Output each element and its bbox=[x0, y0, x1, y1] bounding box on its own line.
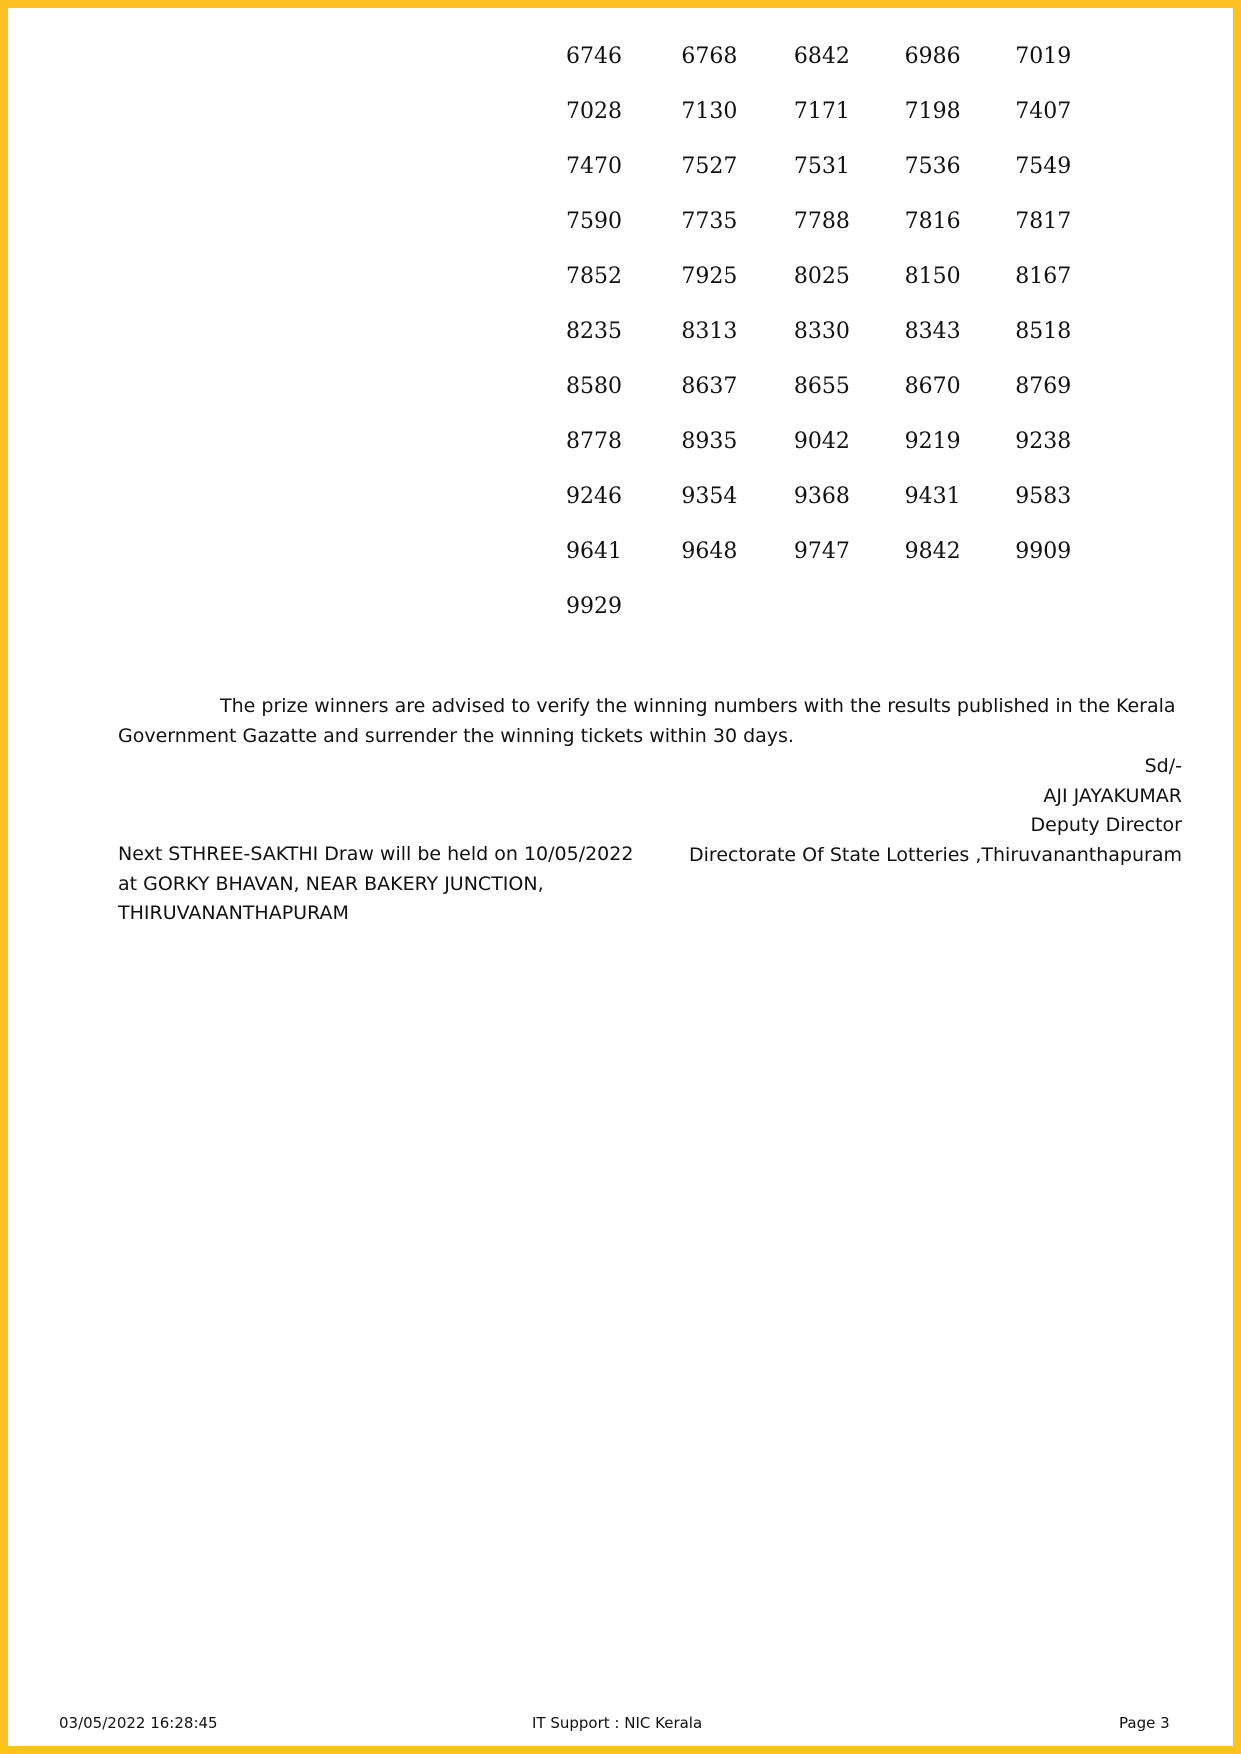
winning-number: 8778 bbox=[566, 429, 622, 454]
numbers-row bbox=[566, 154, 1126, 209]
winning-number: 7019 bbox=[1015, 44, 1072, 69]
winning-number: 9909 bbox=[1015, 539, 1072, 564]
winning-number: 7788 bbox=[793, 209, 850, 234]
signatory-designation: Deputy Director bbox=[1030, 814, 1182, 836]
winning-number: 7816 bbox=[904, 209, 961, 234]
winning-number: 9238 bbox=[1015, 429, 1072, 454]
winning-number: 8150 bbox=[904, 264, 961, 289]
next-draw-info bbox=[118, 840, 678, 929]
winning-number: 8343 bbox=[904, 319, 961, 344]
winning-number: 9431 bbox=[904, 484, 961, 509]
winning-number: 8518 bbox=[1015, 319, 1072, 344]
signature-block bbox=[689, 752, 1182, 870]
signatory-office: Directorate Of State Lotteries ,Thiruvananthapuram bbox=[689, 843, 1182, 866]
winning-number: 8769 bbox=[1015, 374, 1072, 399]
winning-number: 8167 bbox=[1015, 264, 1072, 289]
footer-page-number: Page 3 bbox=[1119, 1714, 1170, 1732]
winning-number: 7531 bbox=[793, 154, 850, 179]
winning-number: 8670 bbox=[904, 374, 961, 399]
next-draw-line-1: Next STHREE-SAKTHI Draw will be held on 10/05/2022 bbox=[118, 843, 634, 865]
winning-number: 9747 bbox=[793, 539, 850, 564]
winning-number: 7028 bbox=[566, 99, 622, 124]
signatory-name: AJI JAYAKUMAR bbox=[1043, 784, 1182, 807]
winning-number: 8025 bbox=[793, 264, 850, 289]
winning-number: 9042 bbox=[793, 429, 850, 454]
winning-number: 7536 bbox=[904, 154, 961, 179]
winning-number: 7527 bbox=[681, 154, 738, 179]
winning-number: 7407 bbox=[1015, 99, 1072, 124]
winning-number: 8580 bbox=[566, 374, 622, 399]
winning-number: 6746 bbox=[566, 44, 622, 69]
winning-number: 7171 bbox=[793, 99, 850, 124]
winning-number: 9648 bbox=[681, 539, 738, 564]
winning-number: 9641 bbox=[566, 539, 622, 564]
winning-number: 7198 bbox=[904, 99, 961, 124]
winning-number: 7817 bbox=[1015, 209, 1072, 234]
winning-number: 6768 bbox=[681, 44, 738, 69]
winning-number: 9219 bbox=[904, 429, 961, 454]
winning-number: 8935 bbox=[681, 429, 738, 454]
numbers-row bbox=[566, 429, 1126, 484]
advice-line-1: The prize winners are advised to verify the winning numbers with the results published in the Kerala bbox=[220, 695, 1176, 717]
numbers-row bbox=[566, 484, 1126, 539]
numbers-row bbox=[566, 209, 1126, 264]
advice-line-2: Government Gazatte and surrender the winning tickets within 30 days. bbox=[118, 724, 794, 747]
numbers-row bbox=[566, 44, 1126, 99]
numbers-row bbox=[566, 594, 1126, 649]
winning-number: 6842 bbox=[793, 44, 850, 69]
footer-support: IT Support : NIC Kerala bbox=[532, 1714, 703, 1732]
winning-number: 9354 bbox=[681, 484, 738, 509]
winning-number: 7735 bbox=[681, 209, 738, 234]
winning-number: 8235 bbox=[566, 319, 622, 344]
winning-number: 9929 bbox=[566, 594, 622, 619]
winning-number: 9368 bbox=[793, 484, 850, 509]
numbers-row bbox=[566, 264, 1126, 319]
winning-number: 8313 bbox=[681, 319, 738, 344]
numbers-row bbox=[566, 539, 1126, 594]
winning-number: 7130 bbox=[681, 99, 738, 124]
winning-number: 7549 bbox=[1015, 154, 1072, 179]
winning-number: 7852 bbox=[566, 264, 622, 289]
numbers-row bbox=[566, 374, 1126, 429]
winning-numbers-grid bbox=[566, 44, 1126, 649]
winning-number: 9583 bbox=[1015, 484, 1072, 509]
numbers-row bbox=[566, 319, 1126, 374]
signature-sd: Sd/- bbox=[1144, 755, 1182, 777]
winning-number: 7590 bbox=[566, 209, 622, 234]
winning-number: 8330 bbox=[793, 319, 850, 344]
numbers-row bbox=[566, 99, 1126, 154]
winning-number: 9246 bbox=[566, 484, 622, 509]
winning-number: 9842 bbox=[904, 539, 961, 564]
footer-timestamp: 03/05/2022 16:28:45 bbox=[59, 1714, 218, 1732]
winning-number: 7470 bbox=[566, 154, 622, 179]
winning-number: 8637 bbox=[681, 374, 738, 399]
winning-number: 6986 bbox=[904, 44, 961, 69]
winning-number: 7925 bbox=[681, 264, 738, 289]
next-draw-line-2: at GORKY BHAVAN, NEAR BAKERY JUNCTION, bbox=[118, 872, 544, 895]
winning-number: 8655 bbox=[793, 374, 850, 399]
next-draw-line-3: THIRUVANANTHAPURAM bbox=[118, 902, 349, 924]
advice-paragraph bbox=[118, 692, 1182, 751]
